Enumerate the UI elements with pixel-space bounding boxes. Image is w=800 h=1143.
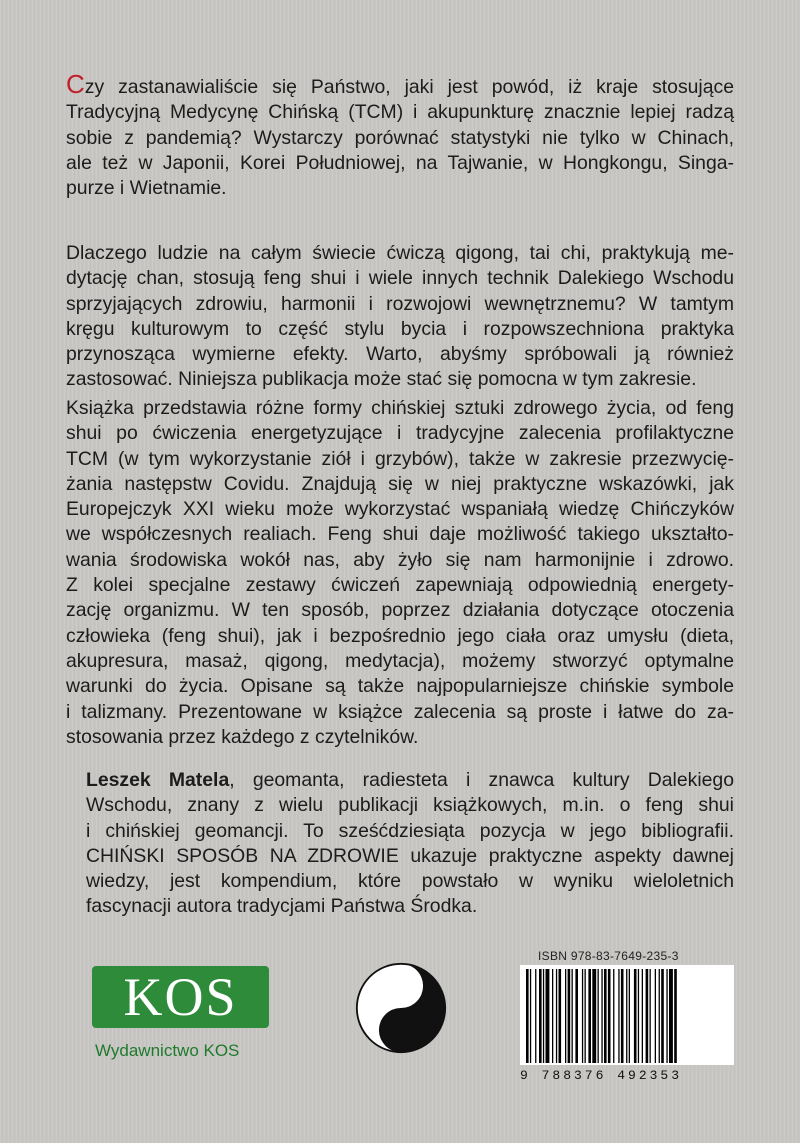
barcode-bar xyxy=(539,969,542,1063)
barcode-bar xyxy=(659,969,660,1063)
barcode-bar xyxy=(543,969,544,1063)
text-line: wiedzy, jest kompendium, które powstało w wyniku wieloletnich xyxy=(86,870,734,893)
barcode-bar xyxy=(568,969,571,1063)
barcode-bar xyxy=(646,969,649,1063)
barcode-bar xyxy=(572,969,573,1063)
text-line: akupresura, masaż, qigong, medytacja), możemy stworzyć optymalne xyxy=(66,649,734,672)
paragraph-book-description xyxy=(66,396,734,750)
barcode-bar xyxy=(588,969,591,1063)
barcode-bar xyxy=(634,969,637,1063)
publisher-logo xyxy=(92,966,269,1028)
text-line: purze i Wietnamie. xyxy=(66,177,227,200)
text-line: dytację chan, stosują feng shui i wiele innych technik Dalekiego Wschodu xyxy=(66,267,734,290)
barcode-bar xyxy=(526,969,529,1063)
barcode-bar xyxy=(552,969,553,1063)
barcode-bar xyxy=(650,969,651,1063)
barcode-bar xyxy=(582,969,583,1063)
isbn-label: ISBN 978-83-7649-235-3 xyxy=(538,949,679,963)
author-bio xyxy=(86,768,734,920)
barcode-bar xyxy=(666,969,667,1063)
text-line: żania następstw Covidu. Znajdują się w niej praktyczne wskazówki, jak xyxy=(66,472,734,495)
barcode-bar xyxy=(604,969,607,1063)
text-line: Z kolei specjalne zestawy ćwiczeń zapewniają odpowiednią energety- xyxy=(66,574,734,597)
text-line: ale też w Japonii, Korei Południowej, na Tajwanie, w Hongkongu, Singa- xyxy=(66,151,734,174)
barcode-bar xyxy=(613,969,614,1063)
text-line: zastosować. Niniejsza publikacja może stać się pomocna w tym zakresie. xyxy=(66,368,697,391)
barcode-bar xyxy=(618,969,619,1063)
text-line: kręgu kulturowym to część stylu bycia i rozpowszechniona praktyka xyxy=(66,317,734,340)
paragraph-qigong xyxy=(66,241,734,393)
text-line: TCM (w tym wykorzystanie ziół i grzybów), także w zakresie przezwycię- xyxy=(66,447,734,470)
text-line: Dlaczego ludzie na całym świecie ćwiczą qigong, tai chi, praktykują me- xyxy=(66,242,734,264)
paragraph-intro xyxy=(66,69,734,201)
text-line: Książka przedstawia różne formy chińskiej sztuki zdrowego życia, od feng xyxy=(66,397,734,419)
barcode-bar xyxy=(608,969,611,1063)
barcode-bar xyxy=(621,969,624,1063)
barcode-bar xyxy=(530,969,531,1063)
barcode-bar xyxy=(629,969,630,1063)
text-line: Czy zastanawialiście się Państwo, jaki jest powód, iż kraje stosujące xyxy=(66,69,734,99)
text-line: i chińskiej geomancji. To sześćdziesiąta pozycja w jego bibliografii. xyxy=(86,819,734,842)
barcode-bar xyxy=(585,969,586,1063)
text-line: warunki do życia. Opisane są także najpopularniejsze chińskie symbole xyxy=(66,675,734,698)
barcode-bar xyxy=(661,969,664,1063)
text-line: wania środowiska wokół nas, aby żyło się nam harmonijnie i zdrowo. xyxy=(66,548,734,571)
barcode xyxy=(520,965,734,1065)
barcode-digits: 9 788376 492353 xyxy=(520,1068,683,1083)
yin-yang-icon xyxy=(355,962,447,1054)
barcode-bar xyxy=(546,969,550,1063)
text-line: sprzyjających zdrowiu, harmonii i rozwojowi wewnętrznemu? W tamtym xyxy=(66,292,734,315)
text-line: przynosząca wymierne efekty. Warto, abyśmy spróbowali ją również xyxy=(66,343,734,366)
barcode-bar xyxy=(575,969,578,1063)
barcode-bar xyxy=(642,969,643,1063)
text-line: CHIŃSKI SPOSÓB NA ZDROWIE ukazuje praktyczne aspekty dawnej xyxy=(86,844,734,867)
publisher-name: Wydawnictwo KOS xyxy=(95,1041,240,1060)
barcode-bar xyxy=(565,969,566,1063)
text-line: we współczesnych realiach. Feng shui daje możliwość takiego ukształto- xyxy=(66,523,734,546)
text-line: shui po ćwiczenia energetyzujące i tradycyjne zalecenia profilaktyczne xyxy=(66,422,734,445)
barcode-bar xyxy=(674,969,677,1063)
barcode-bar xyxy=(655,969,656,1063)
text-line: i talizmany. Prezentowane w książce zalecenia są proste i łatwe do za- xyxy=(66,700,734,723)
text-line: człowieka (feng shui), jak i bezpośrednio jego ciała oraz umysłu (dieta, xyxy=(66,624,734,647)
text-line: Wschodu, znany z wielu publikacji książkowych, m.in. o feng shui xyxy=(86,794,734,817)
barcode-bar xyxy=(556,969,557,1063)
text-line: sobie z pandemią? Wystarczy porównać statystyki nie tylko w Chinach, xyxy=(66,126,734,149)
author-name: Leszek Matela xyxy=(86,769,230,791)
barcode-bar xyxy=(535,969,536,1063)
text-line: Europejczyk XXI wieku może wykorzystać wspaniałą wiedzę Chińczyków xyxy=(66,498,734,521)
barcode-bar xyxy=(592,969,596,1063)
barcode-bar xyxy=(669,969,673,1063)
text-line: Leszek Matela, geomanta, radiesteta i znawca kultury Dalekiego xyxy=(86,769,734,791)
text-line: zację organizmu. W ten sposób, poprzez działania dotyczące otoczenia xyxy=(66,599,734,622)
drop-cap: C xyxy=(66,69,85,99)
barcode-bar xyxy=(559,969,562,1063)
publisher-logo-text: KOS xyxy=(123,967,238,1027)
text-line: Tradycyjną Medycynę Chińską (TCM) i akupunkturę znacznie lepiej radzą xyxy=(66,101,734,124)
barcode-bar xyxy=(638,969,639,1063)
text-line: stosowania przez każdego z czytelników. xyxy=(66,725,419,748)
barcode-bar xyxy=(601,969,602,1063)
text-line: fascynacji autora tradycjami Państwa Środka. xyxy=(86,895,478,918)
barcode-bar xyxy=(598,969,599,1063)
barcode-bar xyxy=(626,969,627,1063)
